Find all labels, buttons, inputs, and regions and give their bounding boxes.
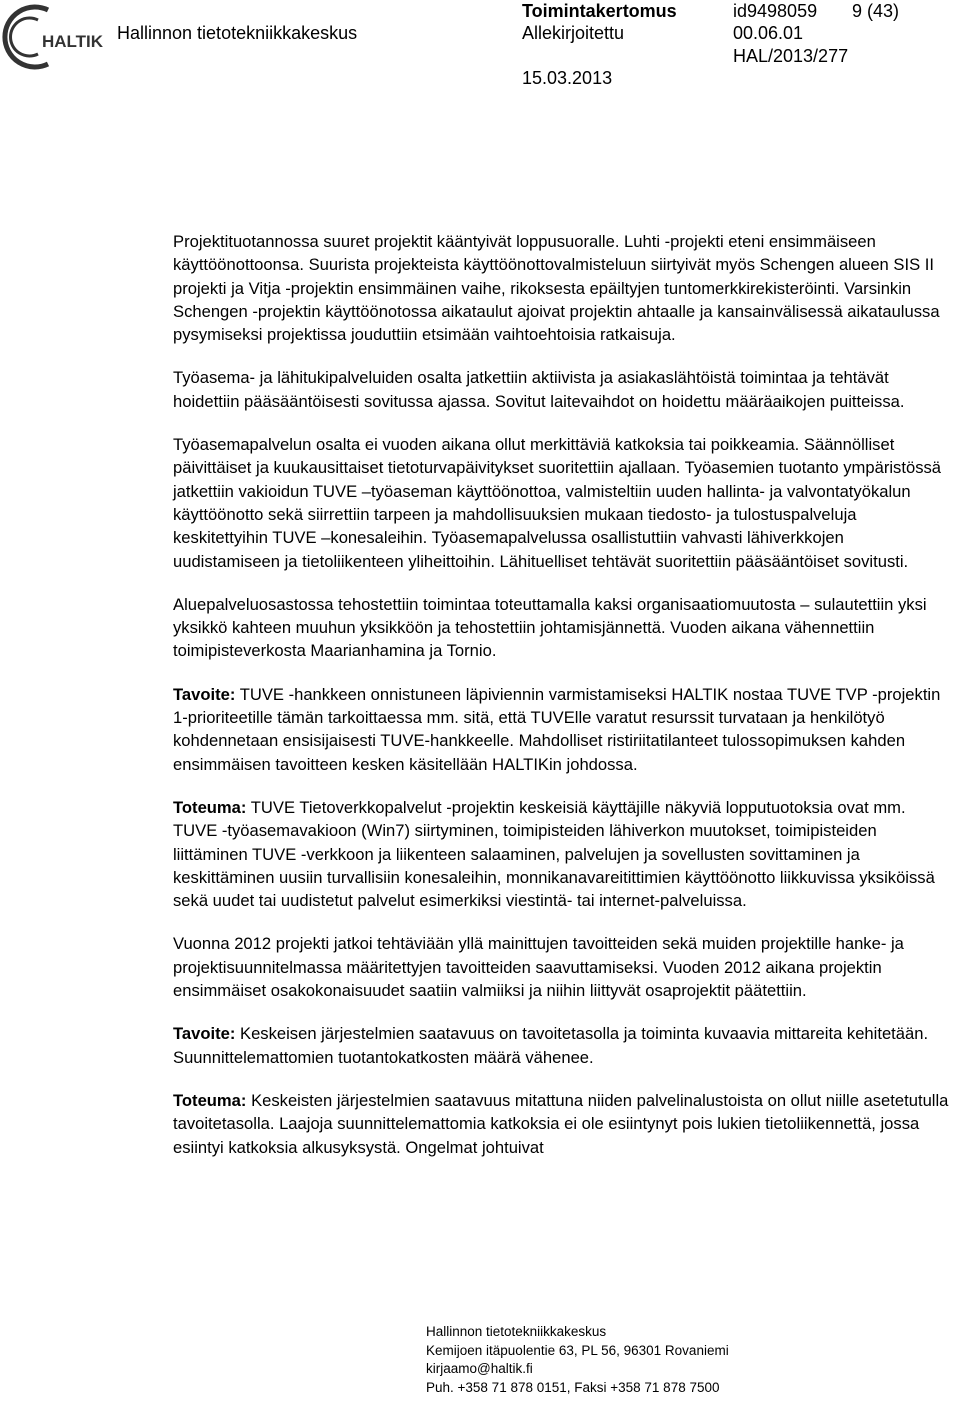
document-status: Allekirjoitettu xyxy=(522,23,625,43)
footer-address: Kemijoen itäpuolentie 63, PL 56, 96301 Rovaniemi xyxy=(426,1342,729,1358)
paragraph-workstation-support: Työasema- ja lähitukipalveluiden osalta jatkettiin aktiivista ja asiakaslähtöistä toimintaa ja tehtävät hoidettiin pääsääntöisesti sovitussa ajassa. Sovitut laitevaihdot on hoidettu määräaikojen puitteissa. xyxy=(173,368,905,411)
paragraph-result-availability xyxy=(173,1089,953,1159)
page-footer xyxy=(426,1323,729,1398)
haltik-logo-mark xyxy=(2,2,106,72)
page-number: 9 (43) xyxy=(852,1,900,21)
paragraph-goal-availability xyxy=(173,1022,953,1069)
result-label: Toteuma: xyxy=(173,1090,247,1110)
footer-email[interactable]: kirjaamo@haltik.fi xyxy=(426,1361,533,1377)
header-organization: Hallinnon tietotekniikkakeskus xyxy=(117,23,358,43)
goal-text: Keskeisen järjestelmien saatavuus on tavoitetasolla ja toiminta kuvaavia mittareita kehitetään. Suunnittelemattomien tuotantokatkosten määrä vähenee. xyxy=(173,1024,929,1067)
paragraph-projects: Projektituotannossa suuret projektit kääntyivät loppusuoralle. Luhti -projekti eteni ensimmäiseen käyttöönottoonsa. Suurista projekteista käyttöönottovalmisteluun siirtyivät myös Schengen alueen SIS II projekti ja Vitja -projektin ensimmäinen vaihe, rikoksesta epäiltyjen tuntomerkkirekisteröinti. Varsinkin Schengen -projektin käyttöönotossa aikataulut ajoivat projektin ahtaalle ja kansainvälisessä aikataulussa pysymiseksi projektissa jouduttiin etsimään vaihtoehtoisia ratkaisuja. xyxy=(173,232,940,345)
goal-text: TUVE -hankkeen onnistuneen läpiviennin varmistamiseksi HALTIK nostaa TUVE TVP -projektin 1-prioriteetille tämän tarkoittaessa mm. sitä, että TUVElle varatut resurssit turvataan ja henkilötyö kohdennetaan ensisijaisesti TUVE-hankkeelle. Mahdolliset ristiriitatilanteet tulossopimuksen kahden ensimmäisen tavoitteen kesken käsitellään HALTIKin johdossa. xyxy=(173,684,941,774)
document-id: id9498059 xyxy=(733,1,818,21)
logo-text: HALTIK xyxy=(42,32,104,51)
paragraph-2012-progress: Vuonna 2012 projekti jatkoi tehtäviään yllä mainittujen tavoitteiden sekä muiden projektille hanke- ja projektisuunnitelmassa määritettyjen tavoitteiden saavuttamiseksi. Vuoden 2012 aikana projektin ensimmäiset osakokonaisuudet saatiin valmiiksi ja niihin liittyvät osaprojektit päätettiin. xyxy=(173,934,904,1001)
classification-code: 00.06.01 xyxy=(733,23,804,43)
haltik-logo xyxy=(2,2,106,72)
goal-label: Tavoite: xyxy=(173,684,236,704)
footer-organization: Hallinnon tietotekniikkakeskus xyxy=(426,1324,607,1339)
paragraph-regional-services: Aluepalveluosastossa tehostettiin toimintaa toteuttamalla kaksi organisaatiomuutosta – sulautettiin yksi yksikkö kahteen muuhun yksikköön ja tehostettiin johtamisjännettä. Vuoden aikana vähennettiin toimipisteverkosta Maarianhamina ja Tornio. xyxy=(173,594,927,661)
result-text: Keskeisten järjestelmien saatavuus mitattuna niiden palvelinalustoista on ollut niille asetetutulla tavoitetasolla. Laajoja suunnittelemattomia katkoksia ei ole esiintynyt pois lukien tietoliikennettä, jossa esiintyi katkoksia alkusyksystä. Ongelmat johtuivat xyxy=(173,1090,949,1157)
result-text: TUVE Tietoverkkopalvelut -projektin keskeisiä käyttäjille näkyviä lopputuotoksia ovat mm. TUVE -työasemavakioon (Win7) siirtyminen, toimipisteiden lähiverkon muutokset, toimipisteiden liittäminen TUVE -verkkoon ja liikenteen salaaminen, palvelujen ja sovellusten sovittaminen ja keskittäminen uusiin turvallisiin konesaleihin, monnikanavareitittimien käyttöönotto liikkuvissa yksiköissä sekä uudet tai uudistetut palvelut esimerkiksi viestintä- tai internet-palveluissa. xyxy=(173,797,935,911)
goal-label: Tavoite: xyxy=(173,1024,236,1044)
document-body xyxy=(173,230,953,1179)
paragraph-workstation-service: Työasemapalvelun osalta ei vuoden aikana ollut merkittäviä katkoksia tai poikkeamia. Säännölliset päivittäiset ja kuukausittaiset tietoturvapäivitykset suoritettiin ajallaan. Työasemien tuotanto ympäristössä jatkettiin vakioidun TUVE –työaseman käyttöönottoa, valmisteltiin uuden hallinta- ja valvontatyökalun käyttöönotto sekä siirrettiin tarpeen ja mahdollisuuksien mukaan tiedosto- ja tulostuspalveluja keskitettyihin TUVE –konesaleihin. Työasemapalvelussa osallistuttiin vahvasti lähiverkkojen uudistamiseen ja tietoliikenteen yliheittoihin. Lähituelliset tehtävät suoritettiin pääsääntöiset sovitusti. xyxy=(173,435,942,571)
result-label: Toteuma: xyxy=(173,797,247,817)
document-type: Toimintakertomus xyxy=(522,1,677,21)
reference-number: HAL/2013/277 xyxy=(733,46,849,66)
document-date: 15.03.2013 xyxy=(522,68,613,88)
paragraph-result-tuve xyxy=(173,796,953,912)
footer-phone: Puh. +358 71 878 0151, Faksi +358 71 878 7500 xyxy=(426,1380,720,1396)
paragraph-goal-tuve xyxy=(173,683,953,776)
